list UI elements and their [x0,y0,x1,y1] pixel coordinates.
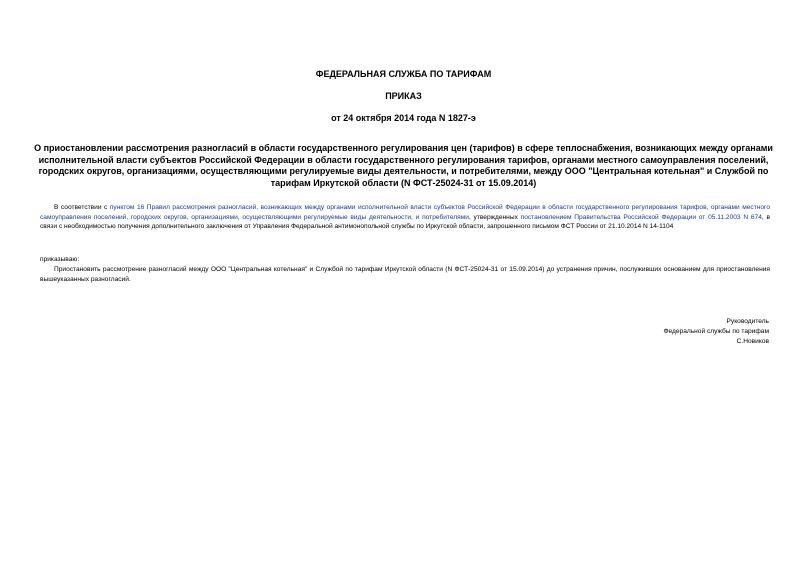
government-decree-link[interactable]: постановлением Правительства Российской Федерации от 05.11.2003 N 674 [520,213,762,221]
signatory-name: С.Новиков [736,338,769,346]
ordered-label: приказываю: [40,256,80,263]
preamble-paragraph [40,203,770,232]
preamble-middle: , утвержденных [468,213,521,221]
document-title: О приостановлении рассмотрения разногласий в области государственного регулирования цен (тарифов) в сфере теплоснабжения, возникающих между органами исполнительной власти субъектов Российской Федерации в области государственного регулирования тарифов, органами местного самоуправления поселений, городских округов, организациями, осуществляющими регулируемые виды деятельности, и потребителями, между ООО "Центральная котельная" и Службой по тарифам Иркутской области (N ФСТ-25024-31 от 15.09.2014) [34,143,773,188]
document-type: ПРИКАЗ [385,91,422,101]
order-paragraph: Приостановить рассмотрение разногласий между ООО "Центральная котельная" и Службой по тарифам Иркутской области (N ФСТ-25024-31 от 15.09.2014) до устранения причин, послуживших основанием для приостановления вышеуказанных разногласий. [40,266,770,283]
signatory-position: Руководитель [726,318,769,325]
agency-name: ФЕДЕРАЛЬНАЯ СЛУЖБА ПО ТАРИФАМ [315,69,492,79]
document-date-number: от 24 октября 2014 года N 1827-э [331,113,476,123]
preamble-suffix: , в связи с необходимостью получения дополнительного заключения от Управления Федеральной антимонопольной службы по Иркутской области, запрошенного письмом ФСТ России от 21.10.2014 N 14-1104 [40,213,770,231]
signature-block [664,317,770,348]
preamble-prefix: В соответствии с [54,204,110,211]
signatory-organization: Федеральной службы по тарифам [663,328,769,336]
rules-clause-link[interactable]: пунктом 16 Правил рассмотрения разногласий, возникающих между органами исполнительной власти субъектов Российской Федерации в области государственного регулирования тарифов, органами местного самоуправления поселений, городских округов, организациями, осуществляющими регулируемые виды деятельности, и потребителями [40,204,770,221]
